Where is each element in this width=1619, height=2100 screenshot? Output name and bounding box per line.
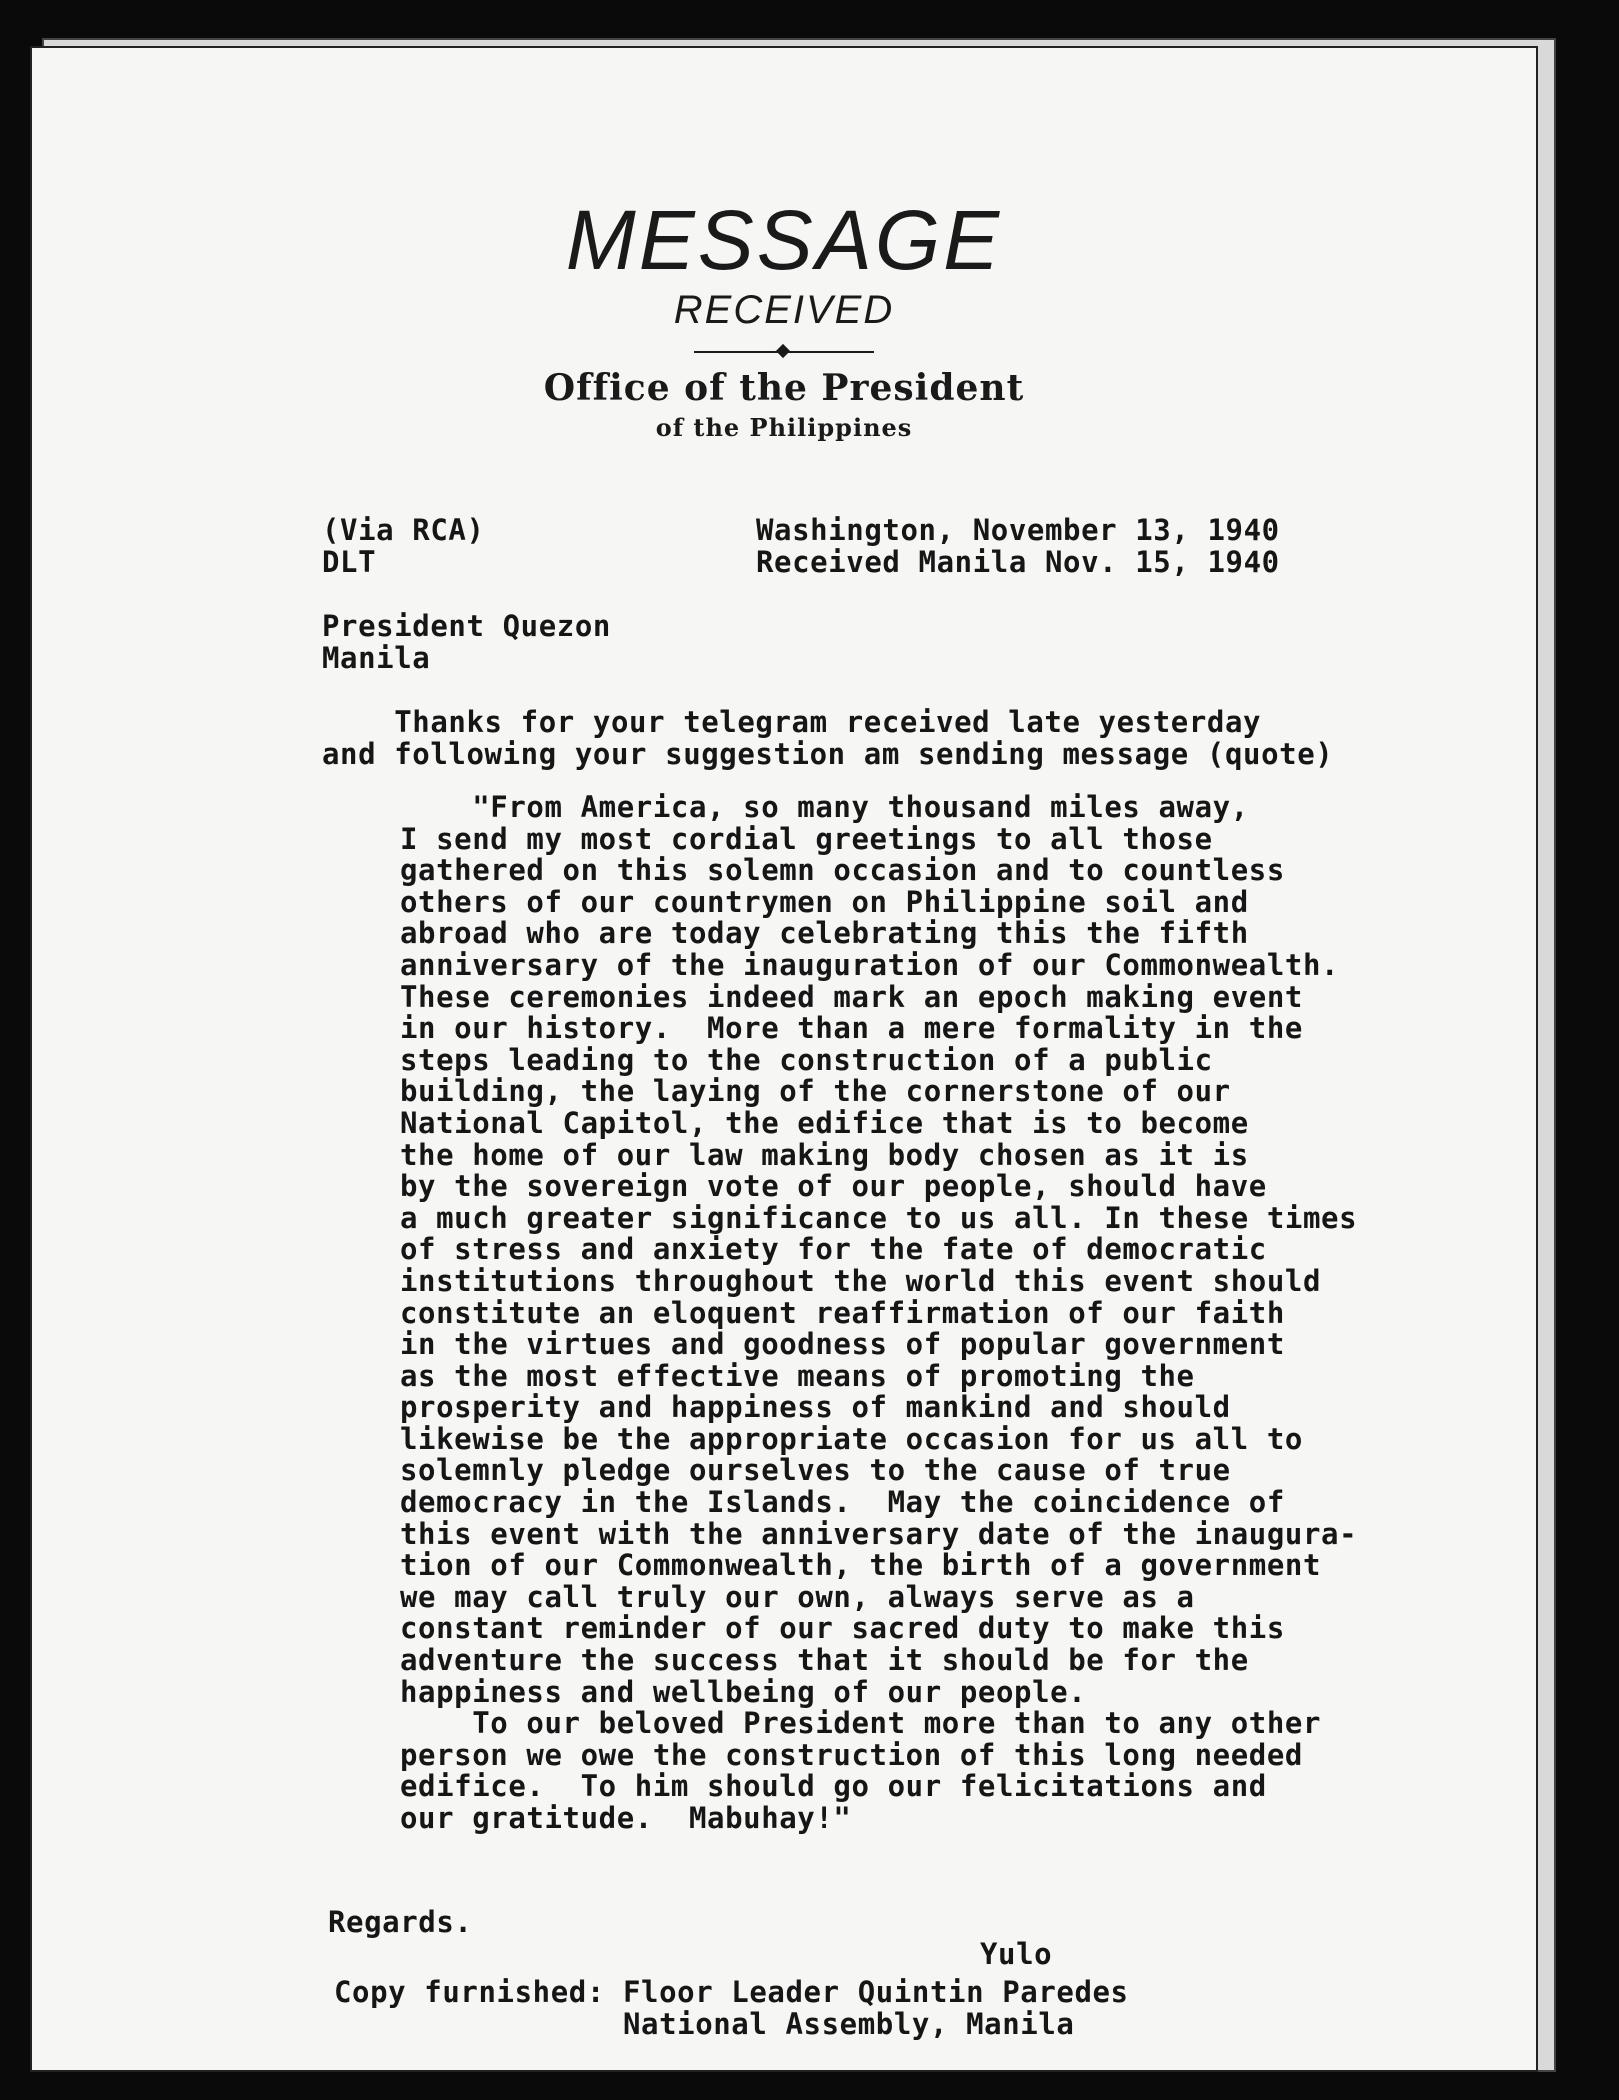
- text-line: happiness and wellbeing of our people.: [400, 1674, 1087, 1709]
- text-line: tion of our Commonwealth, the birth of a government: [400, 1548, 1322, 1583]
- copy-furnished: [334, 1976, 1129, 2040]
- intro-paragraph: [322, 706, 1333, 770]
- text-line: we may call truly our own, always serve as a: [400, 1579, 1195, 1614]
- regards: Regards.: [328, 1905, 473, 1939]
- text-line: by the sovereign vote of our people, should have: [400, 1169, 1267, 1204]
- letterhead-office: Office of the President: [543, 367, 1025, 409]
- text-line: abroad who are today celebrating this the fifth: [400, 916, 1249, 951]
- text-line: and following your suggestion am sending message (quote): [322, 737, 1334, 771]
- quoted-message: [400, 792, 1357, 1835]
- text-line: others of our countrymen on Philippine soil and: [400, 884, 1249, 919]
- text-line: adventure the success that it should be for the: [400, 1643, 1249, 1678]
- origin-date: Washington, November 13, 1940: [756, 513, 1280, 547]
- text-line: building, the laying of the cornerstone of our: [400, 1074, 1231, 1109]
- signature: Yulo: [980, 1937, 1053, 1971]
- text-line: the home of our law making body chosen as it is: [400, 1137, 1249, 1172]
- text-line: prosperity and happiness of mankind and should: [400, 1390, 1231, 1425]
- text-line: National Assembly, Manila: [334, 2007, 1075, 2041]
- text-line: constitute an eloquent reaffirmation of our faith: [400, 1295, 1285, 1330]
- text-line: this event with the anniversary date of the inaugura-: [400, 1516, 1358, 1551]
- letterhead-title: MESSAGE: [565, 193, 1003, 287]
- date-info: [756, 514, 1280, 578]
- via-line: (Via RCA): [322, 513, 485, 547]
- letterhead: [32, 193, 1536, 442]
- text-line: I send my most cordial greetings to all those: [400, 821, 1213, 856]
- text-line: as the most effective means of promoting the: [400, 1358, 1195, 1393]
- addressee-city: Manila: [322, 641, 431, 675]
- document-page: [30, 46, 1538, 2072]
- code-line: DLT: [322, 545, 377, 579]
- addressee: [322, 610, 611, 674]
- text-line: constant reminder of our sacred duty to make this: [400, 1611, 1285, 1646]
- text-line: democracy in the Islands. May the coincidence of: [400, 1485, 1285, 1520]
- text-line: person we owe the construction of this long needed: [400, 1737, 1303, 1772]
- letterhead-subtitle: RECEIVED: [673, 288, 895, 332]
- transmission-info: [322, 514, 485, 578]
- text-line: National Capitol, the edifice that is to become: [400, 1105, 1249, 1140]
- text-line: "From America, so many thousand miles away,: [400, 790, 1249, 824]
- text-line: likewise be the appropriate occasion for us all to: [400, 1421, 1303, 1456]
- text-line: our gratitude. Mabuhay!": [400, 1801, 852, 1835]
- letterhead-office-sub: of the Philippines: [655, 413, 913, 442]
- text-line: in our history. More than a mere formality in the: [400, 1011, 1303, 1046]
- received-date: Received Manila Nov. 15, 1940: [756, 545, 1280, 579]
- text-line: anniversary of the inauguration of our Commonwealth.: [400, 947, 1340, 982]
- text-line: of stress and anxiety for the fate of democratic: [400, 1232, 1267, 1267]
- text-line: edifice. To him should go our felicitations and: [400, 1769, 1267, 1804]
- text-line: Thanks for your telegram received late yesterday: [322, 705, 1262, 739]
- text-line: institutions throughout the world this event should: [400, 1263, 1322, 1298]
- text-line: Copy furnished: Floor Leader Quintin Paredes: [334, 1975, 1129, 2009]
- text-line: solemnly pledge ourselves to the cause of true: [400, 1453, 1231, 1488]
- addressee-name: President Quezon: [322, 609, 611, 643]
- text-line: steps leading to the construction of a public: [400, 1042, 1213, 1077]
- letterhead-divider: [694, 351, 874, 353]
- text-line: gathered on this solemn occasion and to countless: [400, 853, 1285, 888]
- text-line: in the virtues and goodness of popular government: [400, 1327, 1285, 1362]
- text-line: To our beloved President more than to any other: [400, 1706, 1322, 1741]
- text-line: a much greater significance to us all. In these times: [400, 1200, 1358, 1235]
- text-line: These ceremonies indeed mark an epoch making event: [400, 979, 1303, 1014]
